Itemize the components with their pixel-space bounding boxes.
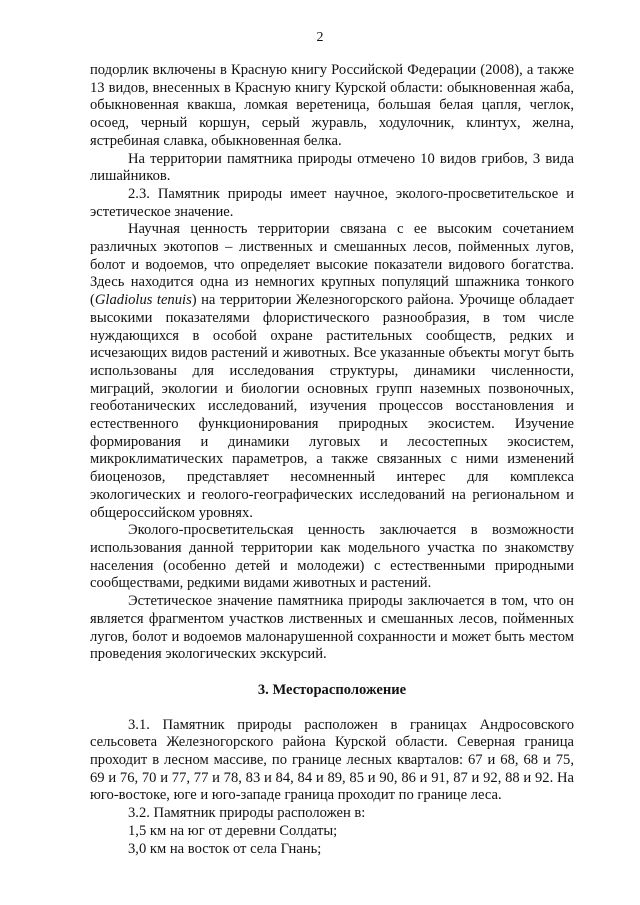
paragraph-red-book-species: подорлик включены в Красную книгу Российской Федерации (2008), а также 13 видов, внесенных в Красную книгу Курской области: обыкновенная жаба, обыкновенная квакша, ломкая веретеница, большая белая цапля, чеглок, осоед, черный коршун, серый журавль, ходулочник, клинтух, желна, ястребиная славка, обыкновенная белка. bbox=[90, 62, 574, 149]
document-body bbox=[90, 62, 574, 858]
paragraph-fungi-lichens: На территории памятника природы отмечено 10 видов грибов, 3 вида лишайников. bbox=[90, 150, 574, 185]
paragraph-location-intro: 3.2. Памятник природы расположен в: bbox=[128, 805, 366, 822]
section-heading-location: 3. Месторасположение bbox=[257, 681, 407, 698]
latin-species-name: Gladiolus tenuis bbox=[94, 292, 192, 309]
paragraph-educational-value: Эколого-просветительская ценность заключается в возможности использования данной территории как модельного участка по знакомству населения (особенно детей и молодежи) с естественными природными сообществами, редкими видами животных и растений. bbox=[90, 522, 574, 592]
location-item-gnan: 3,0 км на восток от села Гнань; bbox=[128, 840, 322, 857]
scientific-value-text-start: Научная ценность территории связана с ее высоким сочетанием различных экотопов – лиственных и смешанных лесов, пойменных лугов, болот и водоемов, что определяет высокие показатели видового богатства. Здесь находится одна из немногих крупных популяций шпажника тонкого ( bbox=[90, 221, 574, 309]
paragraph-significance: 2.3. Памятник природы имеет научное, эколого-просветительское и эстетическое значение. bbox=[90, 185, 574, 220]
paragraph-aesthetic-value: Эстетическое значение памятника природы заключается в том, что он является фрагментом участков лиственных и смешанных лесов, пойменных лугов, болот и водоемов малонарушенной сохранности и может быть местом проведения экологических экскурсий. bbox=[90, 593, 574, 663]
page-number: 2 bbox=[316, 30, 324, 45]
scientific-value-text-end: ) на территории Железногорского района. Урочище обладает высокими показателями флористического разнообразия, в том числе нуждающихся в особой охране растительных сообществ, редких и исчезающих видов растений и животных. Все указанные объекты могут быть использованы для исследования структуры, динамики численности, миграций, экологии и биологии основных групп наземных позвоночных, геоботанических исследований, изучения процессов восстановления и естественного функционирования природных экосистем. Изучение формирования и динамики луговых и лесостепных экосистем, микроклиматических параметров, а также связанных с ними изменений биоценозов, представляет несомненный интерес для комплекса экологических и геолого-географических исследований на региональном и общероссийском уровнях. bbox=[90, 292, 574, 521]
paragraph-boundaries: 3.1. Памятник природы расположен в границах Андросовского сельсовета Железногорского района Курской области. Северная граница проходит в лесном массиве, по границе лесных кварталов: 67 и 68, 68 и 75, 69 и 76, 70 и 77, 77 и 78, 83 и 84, 84 и 89, 85 и 90, 86 и 91, 87 и 92, 88 и 92. На юго-востоке, юге и юго-западе граница проходит по границе леса. bbox=[90, 716, 574, 804]
location-item-soldaty: 1,5 км на юг от деревни Солдаты; bbox=[128, 822, 338, 839]
paragraph-scientific-value bbox=[90, 221, 574, 522]
